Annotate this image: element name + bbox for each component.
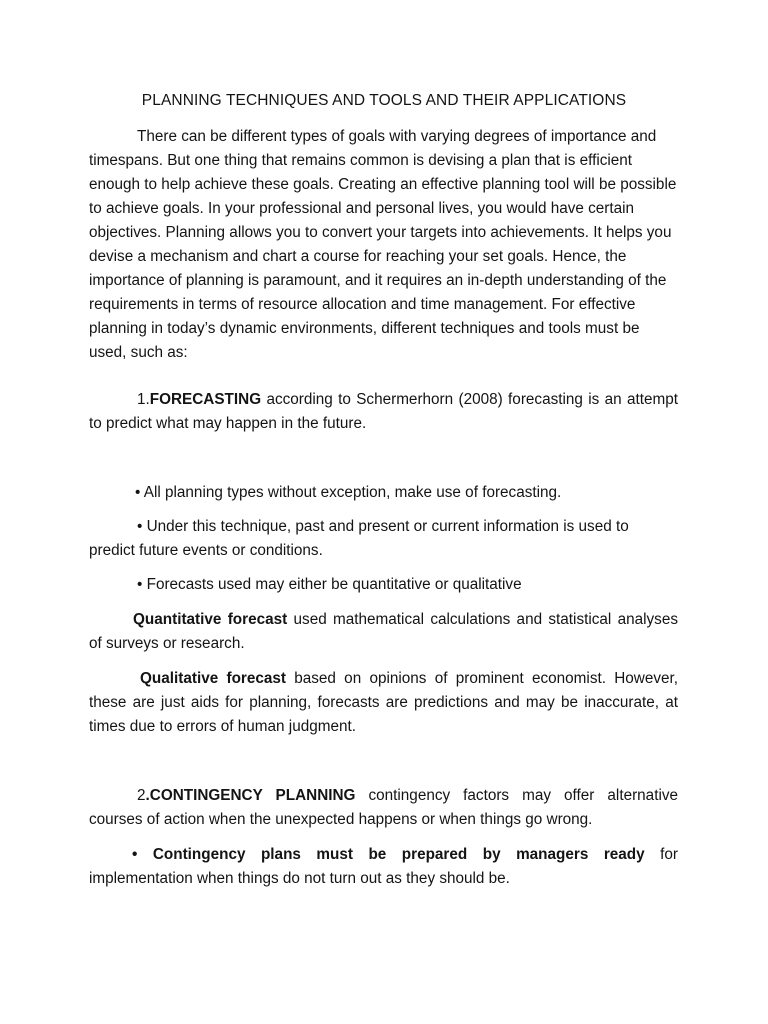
contingency-planning-paragraph xyxy=(89,784,678,832)
term-definition: used mathematical calculations and statistical analyses of surveys or research. xyxy=(89,611,678,652)
section-number: 1. xyxy=(137,391,150,408)
section-number: 2 xyxy=(137,787,146,804)
bullet-item: • Forecasts used may either be quantitative or qualitative xyxy=(137,576,522,593)
section-heading-forecasting: FORECASTING xyxy=(149,391,262,408)
bullet-text: for implementation when things do not turn out as they should be. xyxy=(89,846,678,887)
term-quantitative-forecast: Quantitative forecast xyxy=(133,611,288,628)
section-heading-contingency: .CONTINGENCY PLANNING xyxy=(145,787,356,804)
bullet-item: • All planning types without exception, make use of forecasting. xyxy=(135,484,562,501)
document-title: PLANNING TECHNIQUES AND TOOLS AND THEIR APPLICATIONS xyxy=(141,92,627,109)
bullet-item: • Under this technique, past and present or current information is used to predict future events or conditions. xyxy=(89,518,629,559)
section-text: according to Schermerhorn (2008) forecasting is an attempt to predict what may happen in the future. xyxy=(89,391,678,432)
term-qualitative-forecast: Qualitative forecast xyxy=(140,670,286,687)
contingency-bullet-paragraph xyxy=(89,843,678,891)
term-definition: based on opinions of prominent economist. However, these are just aids for planning, forecasts are predictions and may be inaccurate, at times due to errors of human judgment. xyxy=(89,670,678,735)
section-text: contingency factors may offer alternative courses of action when the unexpected happens or when things go wrong. xyxy=(89,787,678,828)
forecasting-paragraph xyxy=(89,388,678,436)
bullet-bold-text: • Contingency plans must be prepared by managers ready xyxy=(132,846,645,863)
qualitative-forecast-paragraph xyxy=(89,667,678,739)
quantitative-forecast-paragraph xyxy=(89,608,678,656)
intro-paragraph: There can be different types of goals with varying degrees of importance and timespans. But one thing that remains common is devising a plan that is efficient enough to help achieve these goals. Creating an effective planning tool will be possible to achieve goals. In your professional and personal lives, you would have certain objectives. Planning allows you to convert your targets into achievements. It helps you devise a mechanism and chart a course for reaching your set goals. Hence, the importance of planning is paramount, and it requires an in-depth understanding of the requirements in terms of resource allocation and time management. For effective planning in today’s dynamic environments, different techniques and tools must be used, such as: xyxy=(89,128,677,361)
